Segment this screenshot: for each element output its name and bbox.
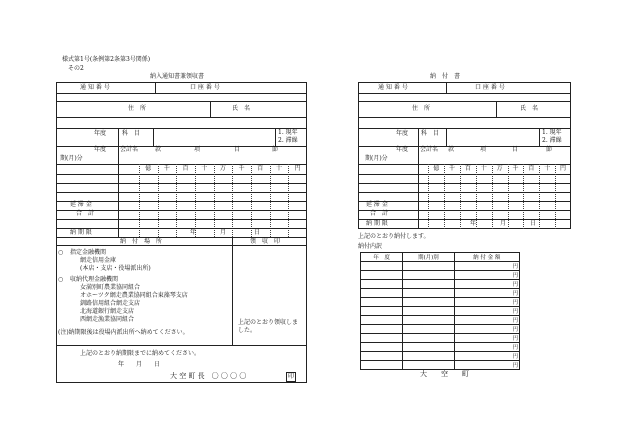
right-day: 日: [530, 220, 537, 227]
breakdown-cell: [361, 262, 403, 271]
right-h-notice: 通 知 番 号: [378, 84, 408, 91]
left-h-name: 氏 名: [232, 105, 251, 112]
left-inst2: 収納代理金融機関: [70, 276, 119, 283]
right-opt1: 1. 現年: [542, 129, 562, 136]
left-kan: 款: [155, 146, 162, 153]
left-note: (注)納期限後は役場内派出所へ納めてください。: [58, 329, 189, 336]
digit-label: 百: [182, 165, 189, 172]
seal-mark: 印: [288, 373, 295, 380]
left-kou: 項: [194, 146, 201, 153]
left-day: 日: [254, 229, 261, 236]
left-account-name: 会計名: [120, 146, 139, 153]
left-fiscal-year: 年度: [94, 130, 107, 137]
left-opt1: 1. 現年: [278, 129, 298, 136]
right-year-label: 年度: [396, 146, 409, 153]
breakdown-cell: 円: [454, 307, 519, 316]
left-inst1: 指定金融機関: [70, 249, 107, 256]
breakdown-cell: [403, 289, 454, 298]
breakdown-cell: 円: [454, 271, 519, 280]
right-h-address: 住 所: [412, 105, 431, 112]
left-bank3: オホーツク網走農業協同組合東藻琴支店: [80, 292, 188, 299]
left-moku: 目: [234, 146, 241, 153]
right-year: 年: [470, 220, 477, 227]
left-bank1: 網走信用金庫: [80, 257, 117, 264]
left-h-account: 口 座 番 号: [190, 84, 220, 91]
breakdown-cell: [403, 325, 454, 334]
left-year-label: 年度: [94, 146, 107, 153]
left-due: 納 期 限: [70, 229, 92, 236]
breakdown-cell: [403, 316, 454, 325]
right-account-name: 会計名: [420, 146, 439, 153]
breakdown-cell: [403, 307, 454, 316]
right-paid-note: 上記のとおり納付します。: [358, 233, 430, 240]
left-receipt: 領 収 印: [250, 238, 281, 245]
breakdown-cell: 円: [454, 262, 519, 271]
breakdown-cell: [361, 280, 403, 289]
right-moku: 目: [512, 146, 519, 153]
breakdown-cell: [403, 334, 454, 343]
left-period-label: 期(月)分: [60, 155, 83, 162]
right-due: 納 期 限: [366, 220, 388, 227]
left-mayor: 大 空 町 長 〇 〇 〇 〇: [170, 372, 247, 380]
breakdown-cell: [403, 262, 454, 271]
digit-label: 千: [163, 165, 170, 172]
left-ymd: 年 月 日: [118, 361, 161, 368]
right-arrears: 延 滞 金: [366, 201, 388, 208]
breakdown-cell: [403, 343, 454, 352]
right-opt2: 2. 滞繰: [542, 137, 562, 144]
digit-label: 百: [464, 165, 471, 172]
right-period-label: 期(月)分: [365, 155, 388, 162]
digit-label: 十: [480, 165, 487, 172]
digit-label: 千: [449, 165, 456, 172]
digit-label: 円: [294, 165, 301, 172]
left-branch1: (本店・支店・役場派出所): [80, 265, 151, 272]
right-fiscal-year: 年度: [396, 130, 409, 137]
breakdown-table: [360, 252, 520, 370]
left-h-notice: 通 知 番 号: [80, 84, 110, 91]
form-code: 様式第1号(条例第2条第3号関係): [62, 56, 151, 63]
breakdown-cell: [403, 361, 454, 370]
left-arrears: 延 滞 金: [70, 201, 92, 208]
left-bank5: 北海道銀行網走支店: [80, 308, 135, 315]
breakdown-cell: 円: [454, 289, 519, 298]
breakdown-cell: [361, 307, 403, 316]
left-received: 上記のとおり領収しました。: [238, 319, 299, 335]
breakdown-cell: 円: [454, 325, 519, 334]
left-circle-1: ○: [58, 249, 64, 256]
right-item: 科 目: [421, 130, 440, 137]
left-bank6: 西網走漁業協同組合: [80, 316, 135, 323]
left-item: 科 目: [122, 130, 141, 137]
right-month: 月: [500, 220, 507, 227]
breakdown-header-3: 納 付 金 額: [454, 253, 519, 262]
breakdown-cell: 円: [454, 316, 519, 325]
digit-label: 円: [560, 165, 567, 172]
right-setsu: 節: [546, 146, 553, 153]
digit-label: 十: [201, 165, 208, 172]
right-kou: 項: [480, 146, 487, 153]
right-kan: 款: [448, 146, 455, 153]
right-town: 大 空 町: [420, 370, 469, 378]
digit-label: 万: [496, 165, 503, 172]
left-circle-2: ○: [58, 276, 64, 283]
breakdown-cell: [361, 298, 403, 307]
digit-label: 百: [528, 165, 535, 172]
left-h-address: 住 所: [128, 105, 147, 112]
breakdown-cell: [403, 298, 454, 307]
left-setsu: 節: [272, 146, 279, 153]
digit-label: 億: [145, 165, 152, 172]
breakdown-cell: [403, 280, 454, 289]
breakdown-cell: 円: [454, 334, 519, 343]
digit-label: 万: [219, 165, 226, 172]
left-month: 月: [220, 229, 227, 236]
right-breakdown: 納付内訳: [358, 243, 383, 250]
breakdown-cell: [361, 271, 403, 280]
left-total: 合 計: [76, 210, 95, 217]
left-title: 納入通知書兼領収書: [150, 73, 205, 80]
breakdown-cell: 円: [454, 298, 519, 307]
left-bank2: 女満別町農業協同組合: [80, 284, 141, 291]
breakdown-cell: 円: [454, 280, 519, 289]
breakdown-cell: [361, 289, 403, 298]
digit-label: 千: [512, 165, 519, 172]
breakdown-cell: [361, 343, 403, 352]
breakdown-header-1: 年 度: [361, 253, 403, 262]
right-title: 納 付 書: [430, 73, 461, 80]
breakdown-cell: 円: [454, 343, 519, 352]
breakdown-header-2: 期(月)別: [403, 253, 454, 262]
breakdown-cell: [361, 361, 403, 370]
breakdown-cell: 円: [454, 361, 519, 370]
left-bank4: 釧路信用組合網走支店: [80, 300, 141, 307]
right-h-name: 氏 名: [520, 105, 539, 112]
digit-label: 十: [275, 165, 282, 172]
left-pay-place: 納 付 場 所: [120, 238, 163, 245]
left-pay-by: 上記のとおり納期限までに納めてください。: [80, 350, 201, 357]
right-h-account: 口 座 番 号: [475, 84, 505, 91]
digit-label: 十: [544, 165, 551, 172]
left-year: 年: [190, 229, 197, 236]
breakdown-cell: [403, 271, 454, 280]
breakdown-cell: [361, 334, 403, 343]
digit-label: 億: [433, 165, 440, 172]
breakdown-cell: 円: [454, 352, 519, 361]
digit-label: 百: [257, 165, 264, 172]
breakdown-cell: [361, 352, 403, 361]
right-total: 合 計: [370, 210, 389, 217]
breakdown-cell: [361, 325, 403, 334]
left-opt2: 2. 滞繰: [278, 137, 298, 144]
form-sub: その2: [68, 65, 84, 72]
breakdown-cell: [361, 316, 403, 325]
breakdown-cell: [403, 352, 454, 361]
digit-label: 千: [238, 165, 245, 172]
